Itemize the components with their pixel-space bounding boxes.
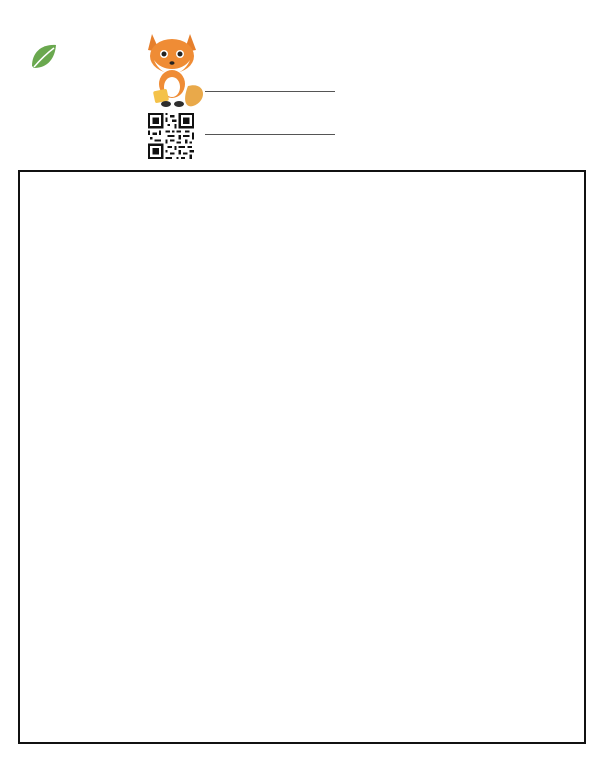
fox-mascot-icon — [138, 26, 208, 111]
schedule-divider — [205, 91, 335, 92]
lessons-table — [18, 170, 586, 744]
lincoln-parks-logo — [28, 40, 148, 74]
qr-code-icon[interactable] — [148, 113, 194, 159]
footer — [0, 748, 600, 768]
level-header-columns — [346, 30, 586, 170]
header — [0, 0, 600, 170]
schedule-divider — [205, 134, 335, 135]
leaf-icon — [28, 40, 62, 74]
